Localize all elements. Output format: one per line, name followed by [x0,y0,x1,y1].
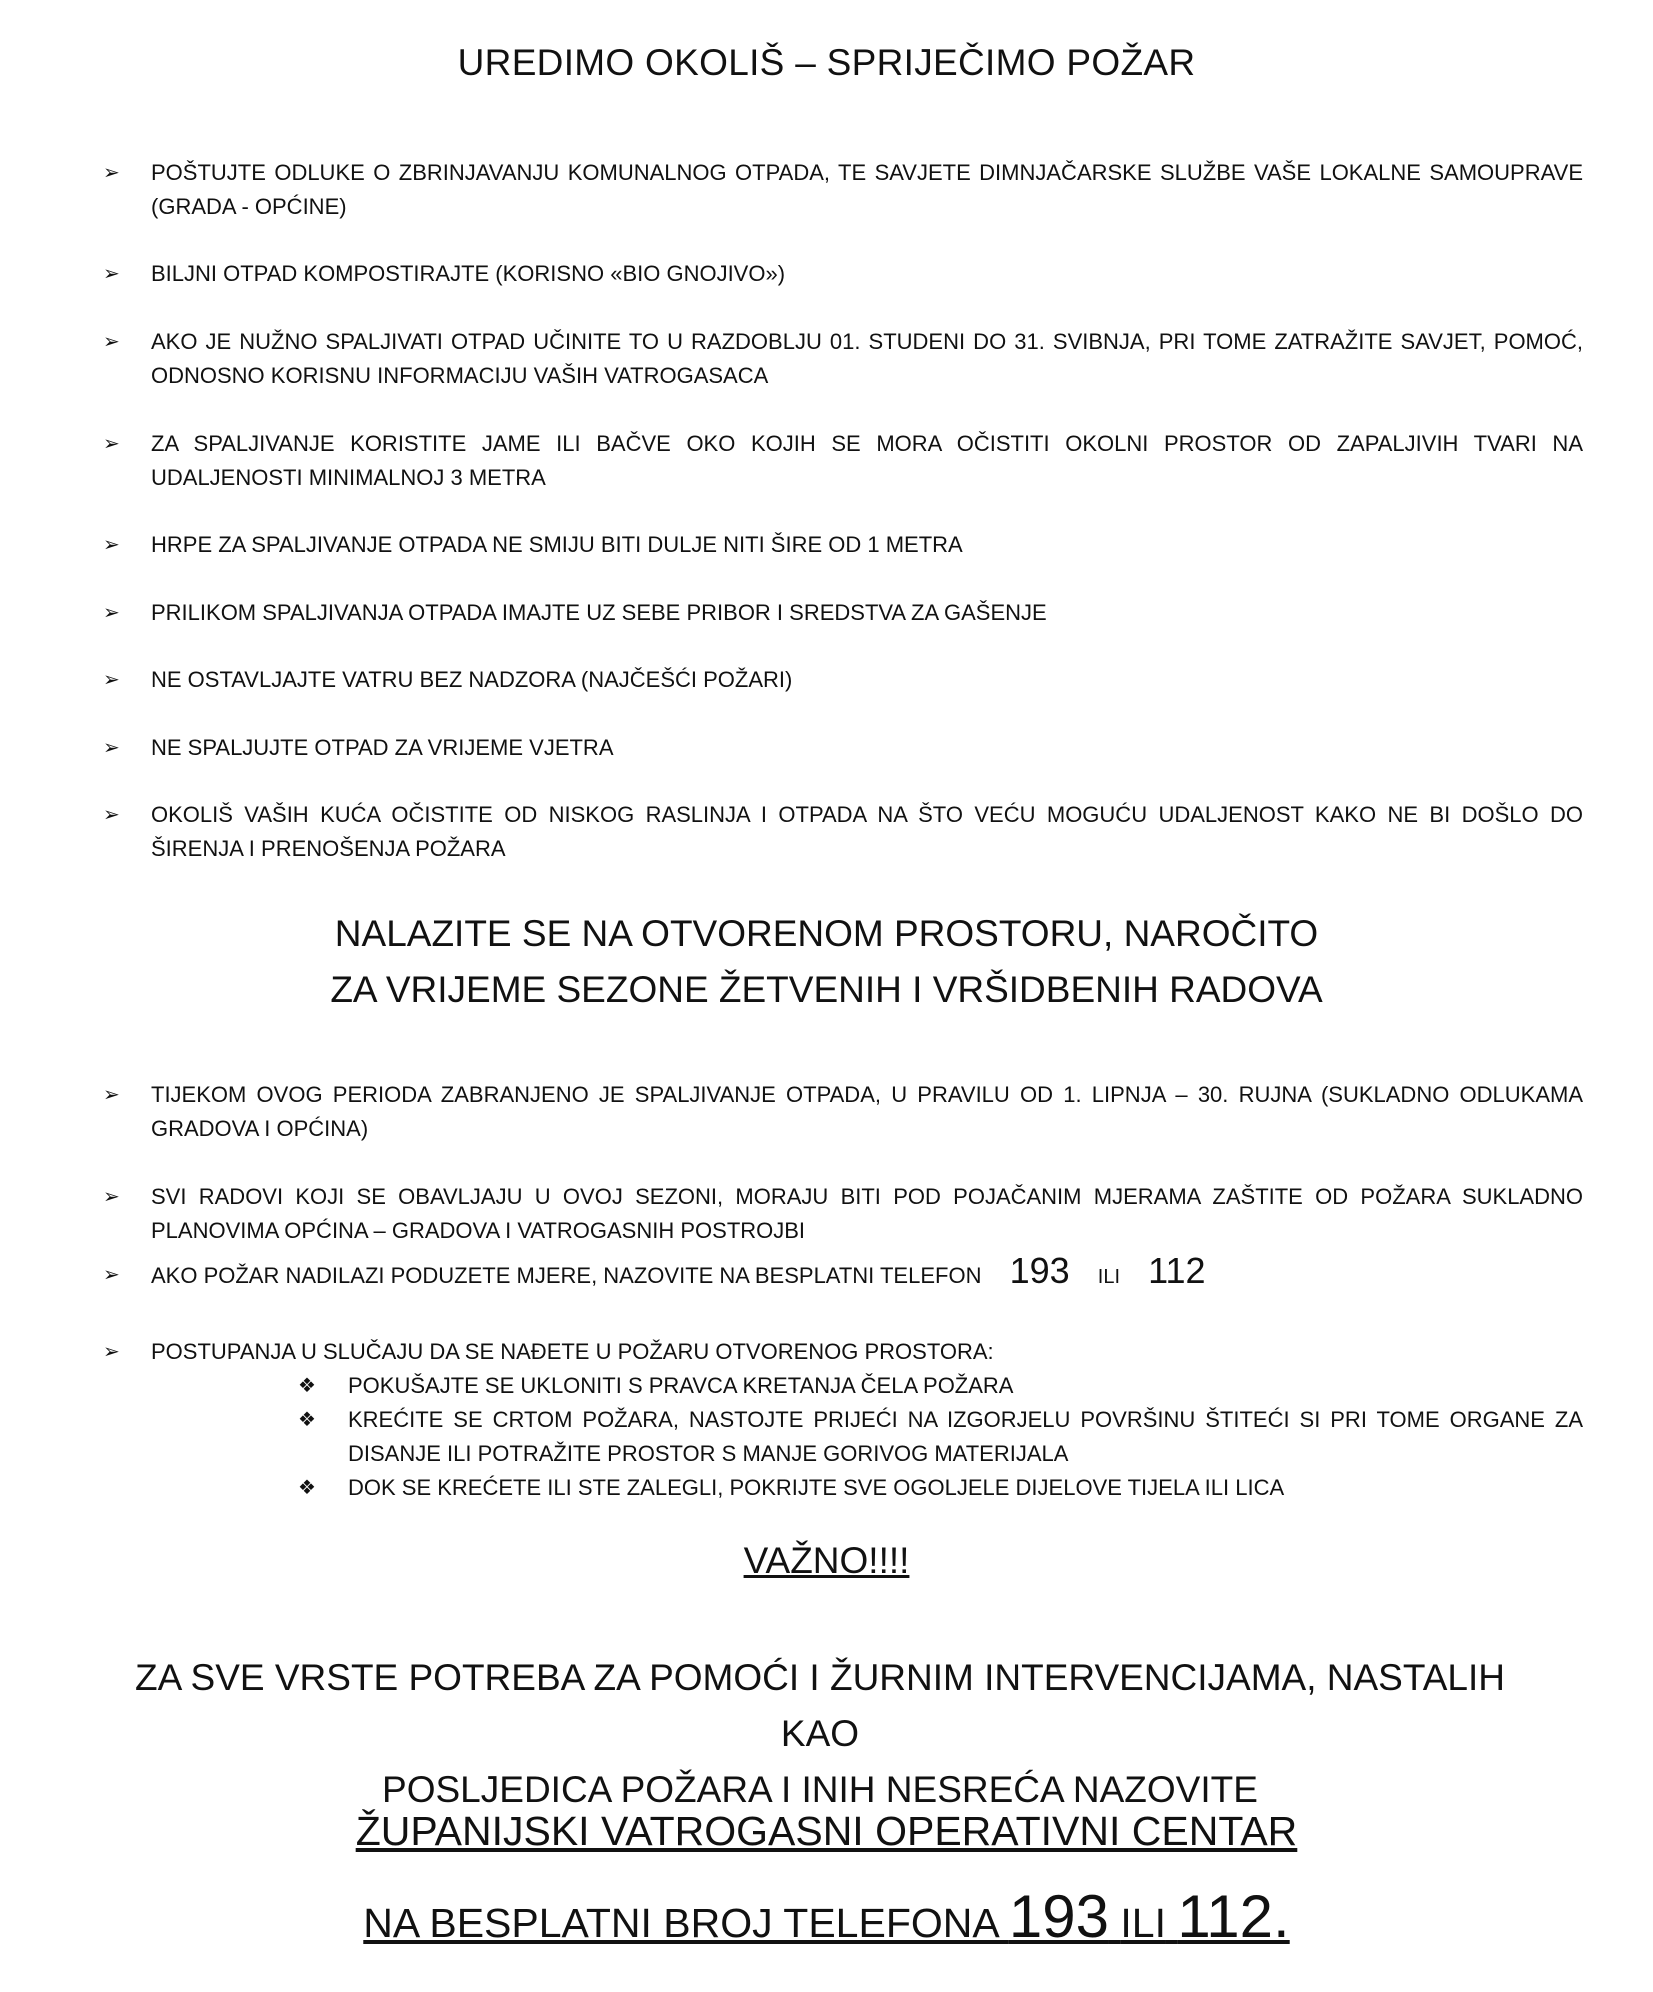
list-item-text: POŠTUJTE ODLUKE O ZBRINJAVANJU KOMUNALNOG OTPADA, TE SAVJETE DIMNJAČARSKE SLUŽBE VAŠE LOKALNE SAMOUPRAVE (GRADA - OPĆINE) [151,160,1583,219]
arrow-bullet-icon: ➢ [103,162,120,184]
arrow-bullet-icon: ➢ [103,602,120,624]
sub-list-item-text: DOK SE KREĆETE ILI STE ZALEGLI, POKRIJTE SVE OGOLJELE DIJELOVE TIJELA ILI LICA [348,1475,1285,1500]
arrow-bullet-icon: ➢ [103,1084,120,1106]
list-item-text: ZA SPALJIVANJE KORISTITE JAME ILI BAČVE OKO KOJIH SE MORA OČISTITI OKOLNI PROSTOR OD ZAPALJIVIH TVARI NA UDALJENOSTI MINIMALNOJ 3 METRA [151,431,1583,490]
important-label: VAŽNO!!!! [743,1540,910,1581]
arrow-bullet-icon: ➢ [103,433,120,455]
phone-number-193: 193 [1009,1250,1070,1291]
list-item-text: NE SPALJUJTE OTPAD ZA VRIJEME VJETRA [151,735,614,760]
list-item-text: HRPE ZA SPALJIVANJE OTPADA NE SMIJU BITI DULJE NITI ŠIRE OD 1 METRA [151,532,963,557]
section-heading-line: ZA VRIJEME SEZONE ŽETVENIH I VRŠIDBENIH RADOVA [330,969,1323,1010]
list-item [103,325,1583,393]
section-heading-line: NALAZITE SE NA OTVORENOM PROSTORU, NAROČITO [334,913,1319,954]
sub-list-item [298,1403,1583,1471]
list-item-text: AKO JE NUŽNO SPALJIVATI OTPAD UČINITE TO U RAZDOBLJU 01. STUDENI DO 31. SVIBNJA, PRI TOME ZATRAŽITE SAVJET, POMOĆ, ODNOSNO KORISNU INFORMACIJU VAŠIH VATROGASACA [151,329,1583,388]
diamond-bullet-icon: ❖ [298,1477,316,1499]
arrow-bullet-icon: ➢ [103,1186,120,1208]
list-item-text: POSTUPANJA U SLUČAJU DA SE NAĐETE U POŽARU OTVORENOG PROSTORA: [151,1339,994,1364]
diamond-bullet-icon: ❖ [298,1409,316,1431]
list-item-text: SVI RADOVI KOJI SE OBAVLJAJU U OVOJ SEZONI, MORAJU BITI POD POJAČANIM MJERAMA ZAŠTITE OD POŽARA SUKLADNO PLANOVIMA OPĆINA – GRADOVA I VATROGASNIH POSTROJBI [151,1184,1583,1243]
list-item-text: NE OSTAVLJAJTE VATRU BEZ NADZORA (NAJČEŠĆI POŽARI) [151,667,793,692]
list-item [103,596,1583,630]
list-item-text: TIJEKOM OVOG PERIODA ZABRANJENO JE SPALJIVANJE OTPADA, U PRAVILU OD 1. LIPNJA – 30. RUJNA (SUKLADNO ODLUKAMA GRADOVA I OPĆINA) [151,1082,1583,1141]
sub-list-item-text: KREĆITE SE CRTOM POŽARA, NASTOJTE PRIJEĆI NA IZGORJELU POVRŠINU ŠTITEĆI SI PRI TOME ORGANE ZA DISANJE ILI POTRAŽITE PROSTOR S MANJE GORIVOG MATERIJALA [348,1407,1583,1466]
arrow-bullet-icon: ➢ [103,263,120,285]
list-item [103,731,1583,765]
section-heading [0,906,1653,1018]
phone-list-item [103,1250,1583,1294]
list-item [103,1078,1583,1146]
sub-list-item-text: POKUŠAJTE SE UKLONITI S PRAVCA KRETANJA ČELA POŽARA [348,1373,1014,1398]
phone-number-112: 112. [1177,1883,1290,1950]
call-instruction-line: POSLJEDICA POŽARA I INIH NESREĆA NAZOVITE [382,1769,1258,1810]
phone-prefix: NA BESPLATNI BROJ TELEFONA [363,1900,1009,1946]
arrow-bullet-icon: ➢ [103,1264,120,1286]
list-item [103,663,1583,697]
or-label: ILI [1120,1900,1166,1946]
call-instruction-line: ZA SVE VRSTE POTREBA ZA POMOĆI I ŽURNIM INTERVENCIJAMA, NASTALIH KAO [135,1657,1505,1754]
arrow-bullet-icon: ➢ [103,804,120,826]
arrow-bullet-icon: ➢ [103,331,120,353]
operations-center-name: ŽUPANIJSKI VATROGASNI OPERATIVNI CENTAR [355,1808,1298,1854]
call-instruction [110,1650,1530,1818]
page-title: UREDIMO OKOLIŠ – SPRIJEČIMO POŽAR [457,42,1196,83]
diamond-bullet-icon: ❖ [298,1375,316,1397]
or-label: ILI [1097,1266,1121,1288]
list-item [103,1180,1583,1248]
list-item-text: PRILIKOM SPALJIVANJA OTPADA IMAJTE UZ SEBE PRIBOR I SREDSTVA ZA GAŠENJE [151,600,1047,625]
list-item [103,528,1583,562]
list-item-text [151,1250,1583,1294]
list-item [103,427,1583,495]
operations-center-phone [0,1882,1653,1951]
list-item-text: OKOLIŠ VAŠIH KUĆA OČISTITE OD NISKOG RASLINJA I OTPADA NA ŠTO VEĆU MOGUĆU UDALJENOST KAKO NE BI DOŠLO DO ŠIRENJA I PRENOŠENJA POŽARA [151,802,1583,861]
list-item [103,257,1583,291]
phone-number-112: 112 [1148,1250,1206,1291]
arrow-bullet-icon: ➢ [103,1341,120,1363]
phone-number-193: 193 [1008,1883,1109,1950]
arrow-bullet-icon: ➢ [103,669,120,691]
list-item-text: BILJNI OTPAD KOMPOSTIRAJTE (KORISNO «BIO GNOJIVO») [151,261,786,286]
sub-list-item [298,1369,1583,1403]
list-item [103,1335,1583,1369]
phone-item-text: AKO POŽAR NADILAZI PODUZETE MJERE, NAZOVITE NA BESPLATNI TELEFON [151,1263,982,1288]
list-item [103,798,1583,866]
arrow-bullet-icon: ➢ [103,534,120,556]
sub-list-item [298,1471,1583,1505]
arrow-bullet-icon: ➢ [103,737,120,759]
list-item [103,156,1583,224]
